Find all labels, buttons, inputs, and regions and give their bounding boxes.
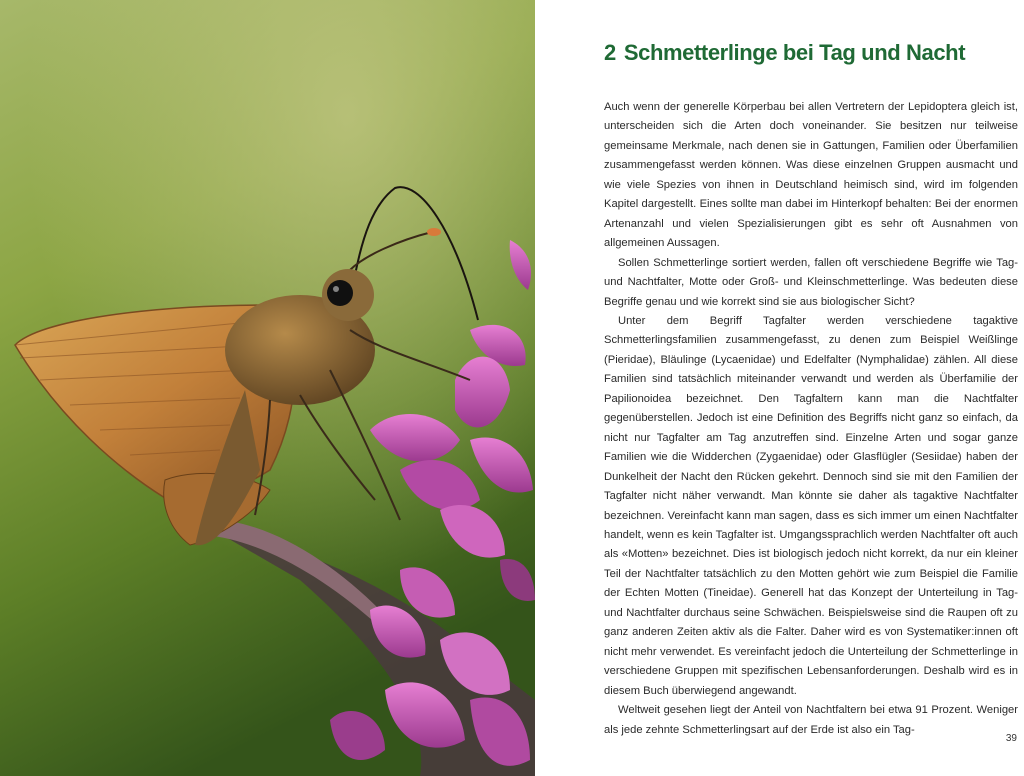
chapter-title-text: Schmetterlinge bei Tag und Nacht	[623, 40, 966, 65]
eye	[327, 280, 353, 306]
chapter-title	[604, 40, 965, 66]
paragraph: Unter dem Begriff Tagfalter werden verschiedene tagaktive Schmetterlingsfamilien zusammengefasst, zu denen zum Beispiel Weißlinge (Pieridae), Bläulinge (Lycaenidae) und Edelfalter (Nymphalidae) zählen. All diese Familien sind tatsächlich miteinander verwandt und werden als Überfamilie der Papilionoidea bezeichnet. Den Tagfaltern kann man die Nachtfalter gegenüberstellen. Jedoch ist eine Definition des Begriffs nicht ganz so einfach, da nicht nur Tagfalter am Tag anzutreffen sind. Einzelne Arten und sogar ganze Familien wie die Widderchen (Zygaenidae) oder Glasflügler (Sesiidae) haben der Dunkelheit der Nacht den Rücken gekehrt. Dennoch sind sie mit den Familien der Tagfalter nicht näher verwandt. Man könnte sie daher als tagaktive Nachtfalter bezeichnen. Vereinfacht kann man sagen, dass es sich immer um einen Nachtfalter handelt, wenn es kein Tagfalter ist. Umgangssprachlich werden Nachtfalter oft auch als «Motten» bezeichnet. Dies ist biologisch jedoch nicht korrekt, da nur ein kleiner Teil der Nachtfalter tatsächlich zu den Motten gehört wie zum Beispiel die Familie der Echten Motten (Tineidae). Generell hat das Konzept der Unterteilung in Tag- und Nachtfalter durchaus seine Schwächen. Beispielsweise sind die Raupen oft zu ganz anderen Zeiten aktiv als die Falter. Daher wird es von Systematiker:innen oft nicht mehr verwendet. Es vereinfacht jedoch die Unterteilung der Schmetterlinge in verschiedene Gruppen mit spezifischen Lebensanforderungen. Deshalb wird es in diesem Buch überwiegend angewandt.	[604, 314, 1018, 697]
paragraph: Weltweit gesehen liegt der Anteil von Nachtfaltern bei etwa 91 Prozent. Weniger als jede zehnte Schmetterlingsart auf der Erde ist also ein Tag-	[604, 704, 1018, 736]
text-page	[535, 0, 1024, 776]
paragraph: Sollen Schmetterlinge sortiert werden, fallen oft verschiedene Begriffe wie Tag- und Nachtfalter, Motte oder Groß- und Kleinschmetterlinge. Was bedeuten diese Begriffe genau und wie korrekt sind sie aus biologischer Sicht?	[604, 256, 1018, 308]
page-number: 39	[1005, 733, 1017, 744]
chapter-number: 2	[604, 40, 616, 65]
body-text	[604, 98, 1018, 740]
paragraph: Auch wenn der generelle Körperbau bei allen Vertretern der Lepidoptera gleich ist, unterscheiden sich die Arten doch voneinander. Sie besitzen nur teilweise gemeinsame Merkmale, nach denen sie in Gattungen, Familien oder Überfamilien zusammengefasst werden können. Was diese einzelnen Gruppen ausmacht und wie viele Spezies von ihnen in Deutschland heimisch sind, wird im folgenden Kapitel dargestellt. Eines sollte man dabei im Hinterkopf behalten: Bei der enormen Artenanzahl und vielen Spezialisierungen gibt es sehr oft Ausnahmen von allgemeinen Aussagen.	[604, 101, 1018, 250]
